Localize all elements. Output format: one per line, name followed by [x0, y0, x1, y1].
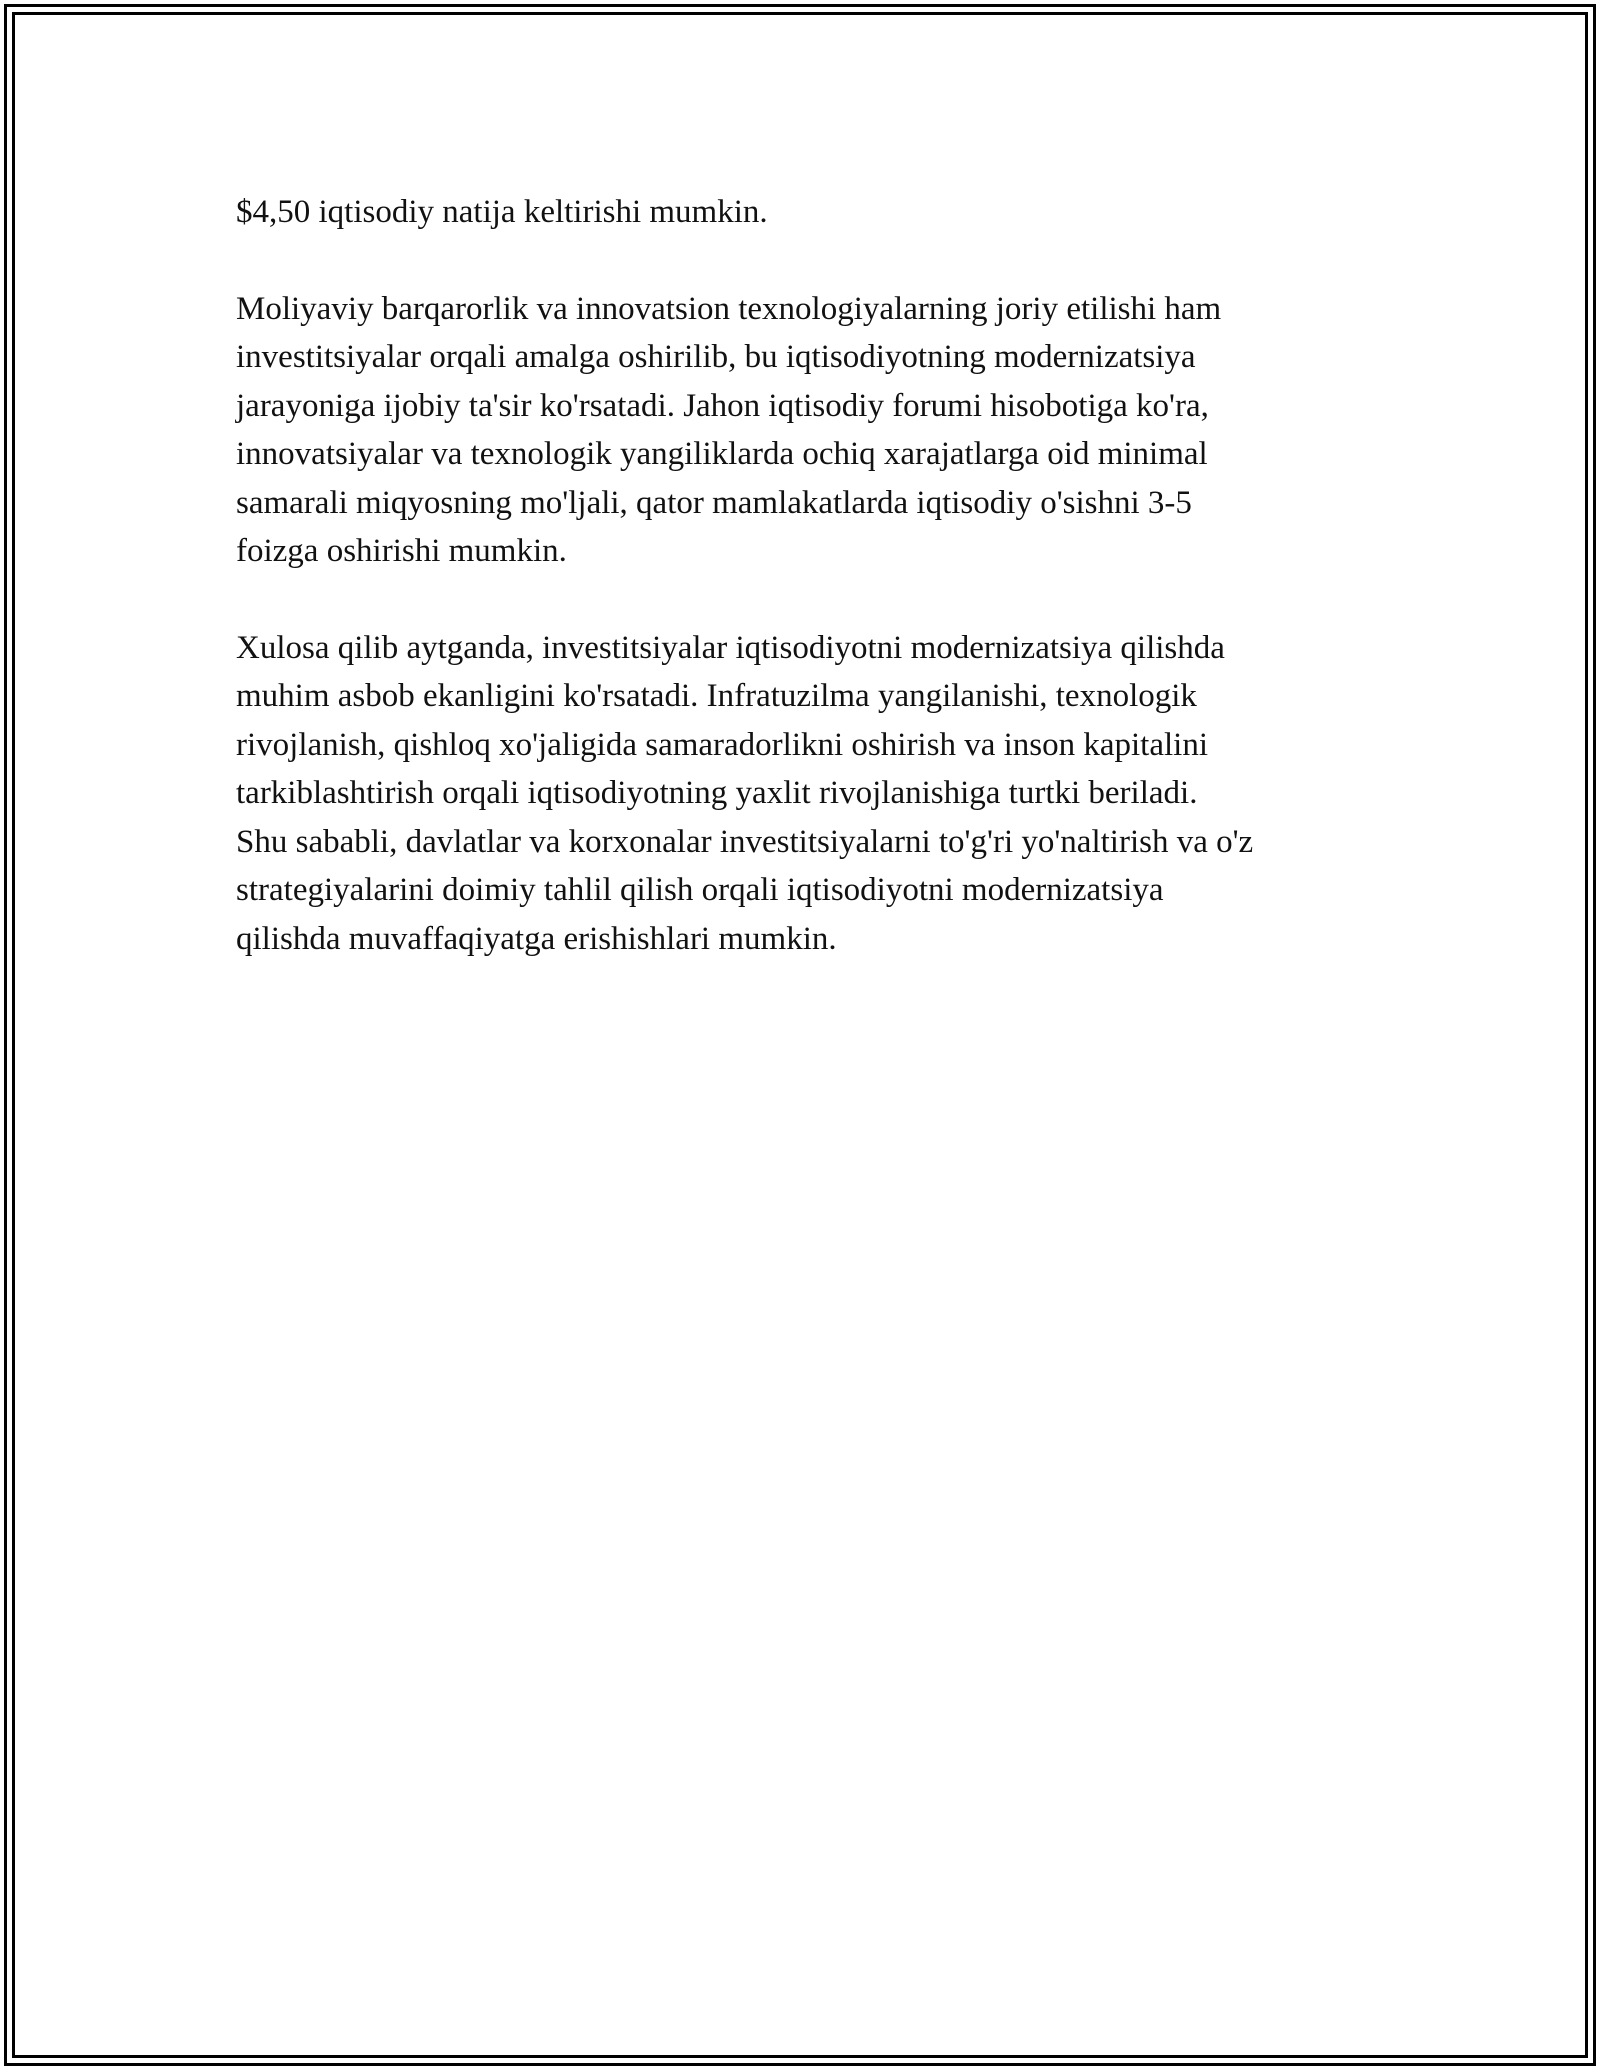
- text-line: innovatsiyalar va texnologik yangiliklarda ochiq xarajatlarga oid minimal: [236, 436, 1208, 472]
- text-line: Moliyaviy barqarorlik va innovatsion texnologiyalarning joriy etilishi ham: [236, 290, 1222, 327]
- text-line: $4,50 iqtisodiy natija keltirishi mumkin.: [236, 194, 768, 230]
- text-line: strategiyalarini doimiy tahlil qilish orqali iqtisodiyotni modernizatsiya: [236, 872, 1164, 908]
- text-line: muhim asbob ekanligini ko'rsatadi. Infratuzilma yangilanishi, texnologik: [236, 678, 1197, 714]
- text-line: qilishda muvaffaqiyatga erishishlari mumkin.: [236, 920, 837, 957]
- text-line: rivojlanish, qishloq xo'jaligida samaradorlikni oshirish va inson kapitalini: [236, 726, 1208, 763]
- paragraph-1: [236, 188, 1396, 237]
- text-line: tarkiblashtirish orqali iqtisodiyotning yaxlit rivojlanishiga turtki beriladi.: [236, 775, 1198, 811]
- text-line: Shu sababli, davlatlar va korxonalar investitsiyalarni to'g'ri yo'naltirish va o'z: [236, 823, 1254, 860]
- text-line: Xulosa qilib aytganda, investitsiyalar iqtisodiyotni modernizatsiya qilishda: [236, 629, 1225, 666]
- paragraph-2: [236, 285, 1396, 576]
- text-line: samarali miqyosning mo'ljali, qator mamlakatlarda iqtisodiy o'sishni 3-5: [236, 484, 1192, 521]
- text-line: jarayoniga ijobiy ta'sir ko'rsatadi. Jahon iqtisodiy forumi hisobotiga ko'ra,: [236, 387, 1209, 424]
- text-line: foizga oshirishi mumkin.: [236, 533, 567, 569]
- text-line: investitsiyalar orqali amalga oshirilib, bu iqtisodiyotning modernizatsiya: [236, 339, 1196, 375]
- paragraph-3: [236, 624, 1396, 964]
- document-body: [236, 188, 1396, 1011]
